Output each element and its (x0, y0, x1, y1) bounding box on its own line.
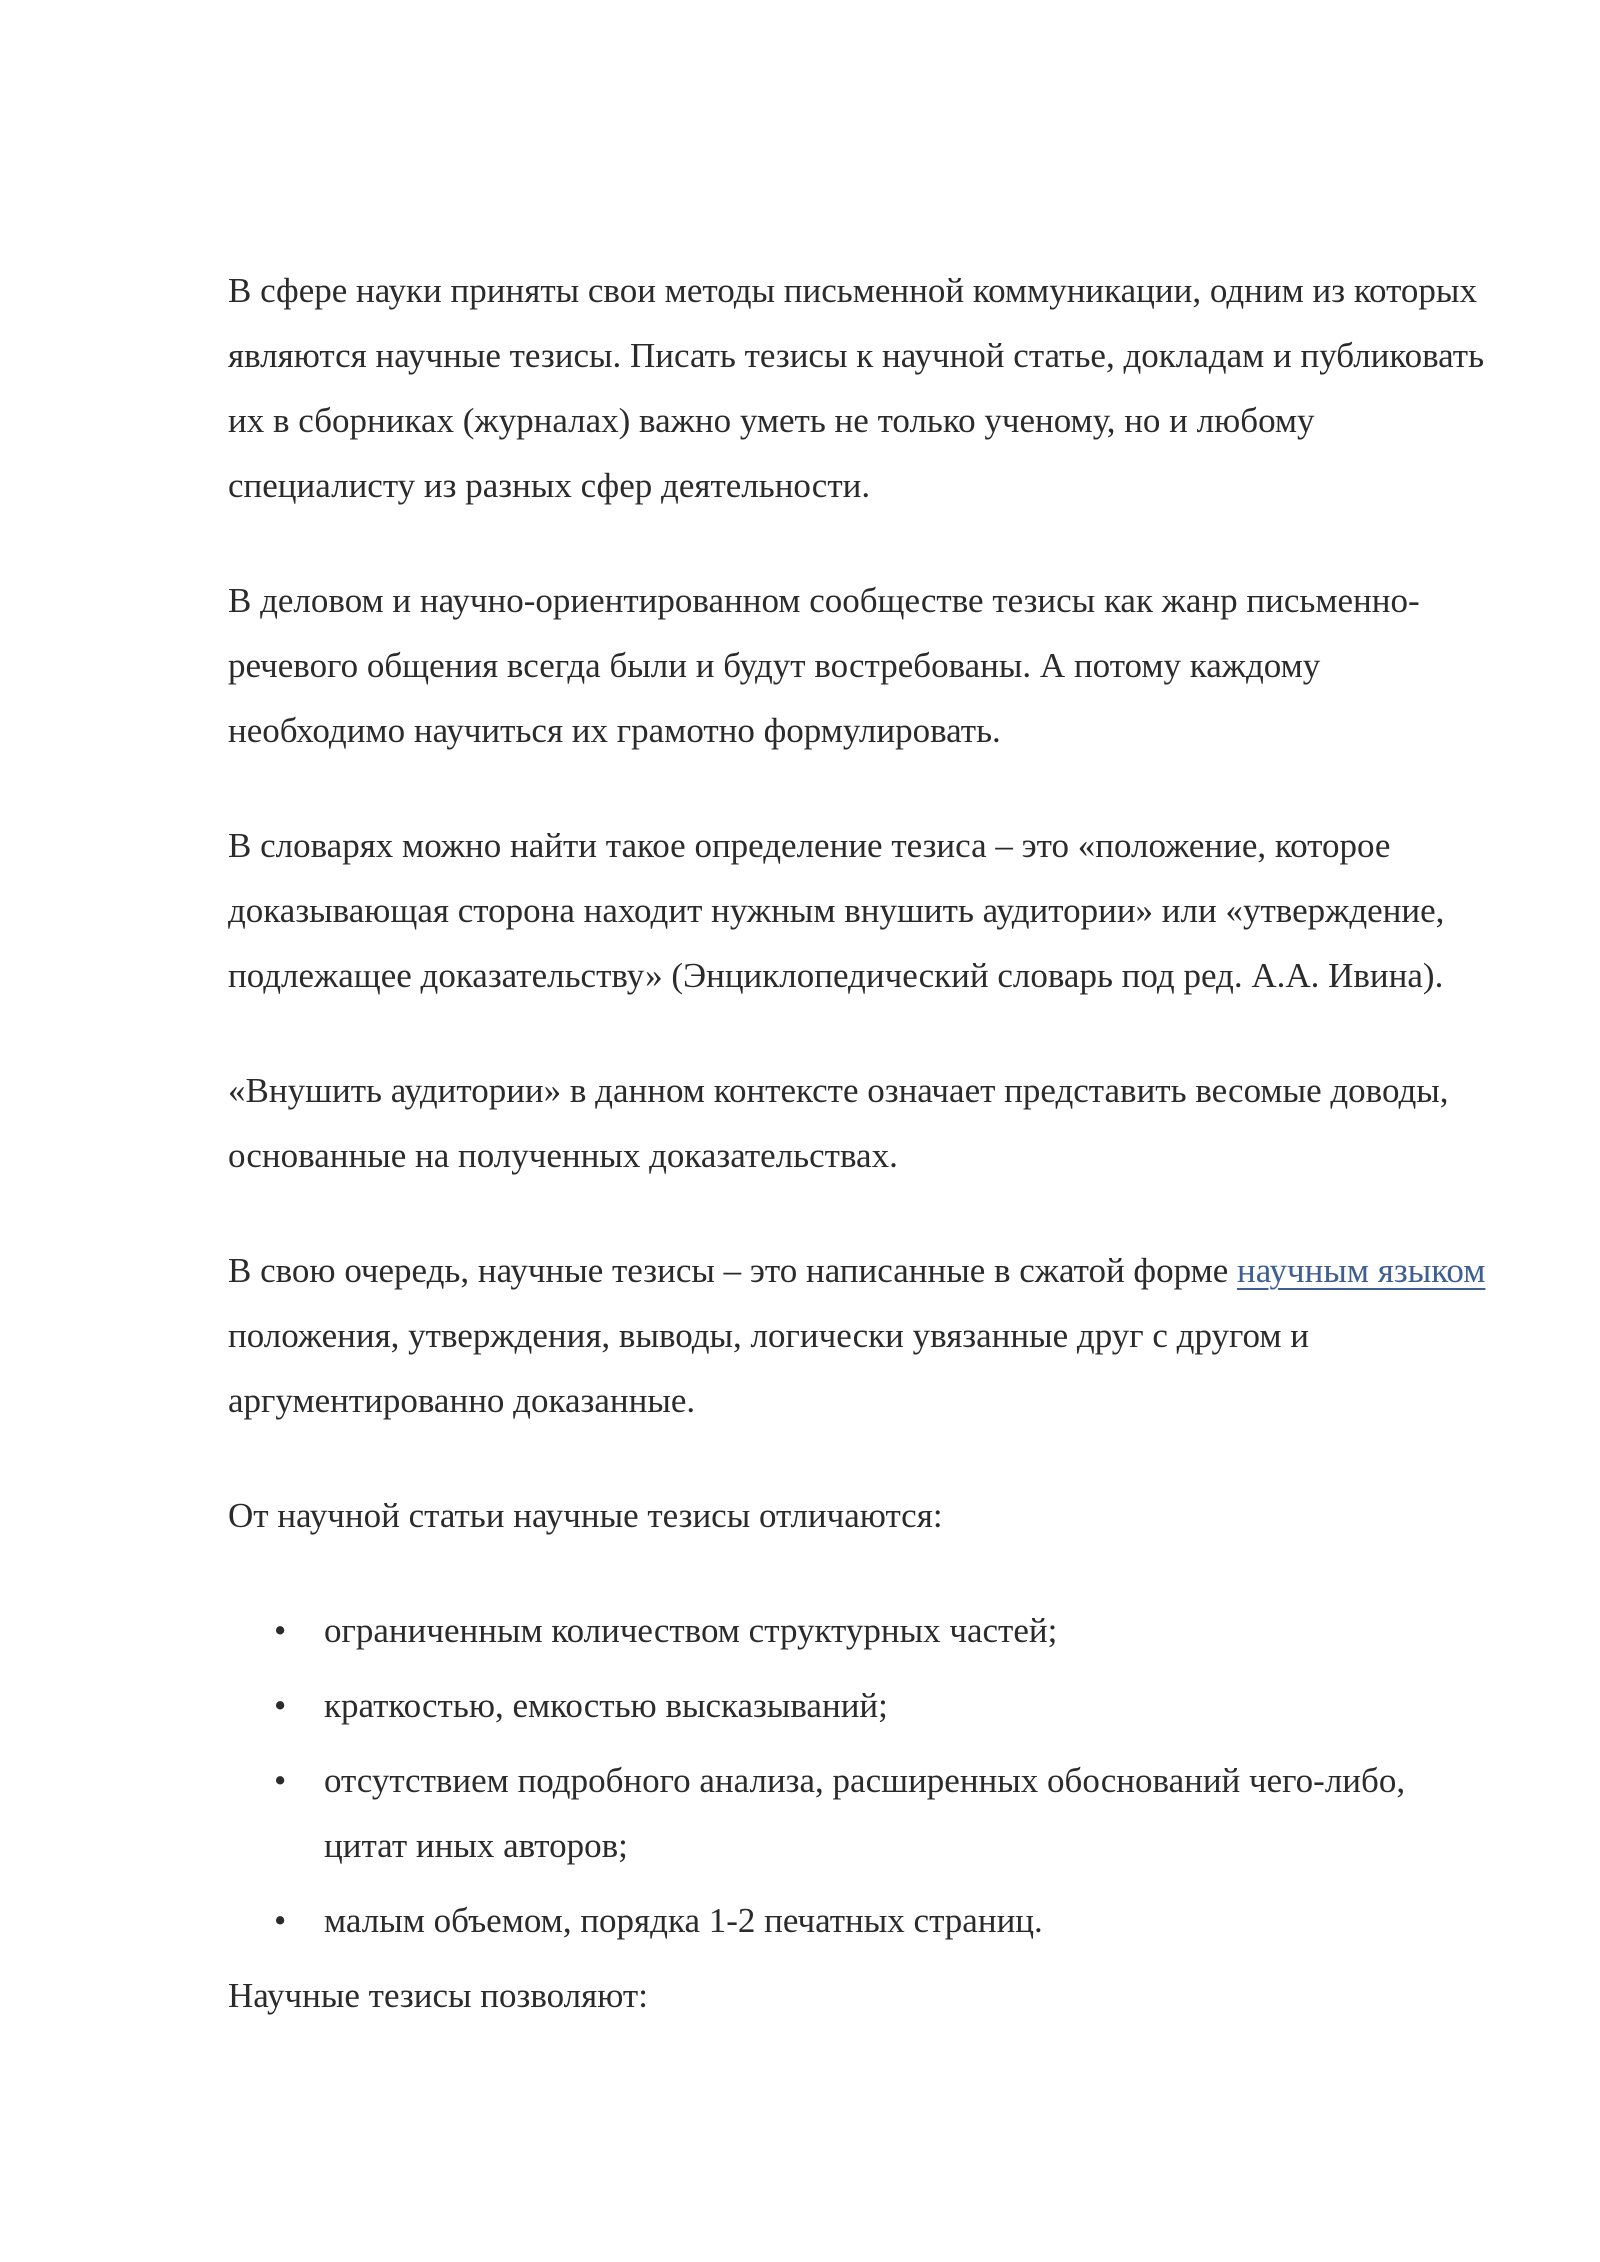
paragraph-dictionary-definition: В словарях можно найти такое определение тезиса – это «положение, которое доказывающая сторона находит нужным внушить аудитории» или «утверждение, подлежащее доказательству» (Энциклопедический словарь под ред. А.А. Ивина). (228, 826, 1445, 995)
list-item (228, 1673, 1488, 1738)
bullet-icon: • (274, 1901, 287, 1940)
list-item-text: ограниченным количеством структурных частей; (324, 1611, 1058, 1650)
paragraph-scientific-theses-definition (228, 1238, 1488, 1433)
definition-text-before: В свою очередь, научные тезисы – это написанные в сжатой форме (228, 1251, 1238, 1290)
list-item-text: краткостью, емкостью высказываний; (324, 1686, 888, 1725)
list-intro: От научной статьи научные тезисы отличаются: (228, 1496, 943, 1535)
paragraph-inspire-audience: «Внушить аудитории» в данном контексте означает представить весомые доводы, основанные на полученных доказательствах. (228, 1071, 1449, 1175)
bullet-icon: • (274, 1686, 287, 1725)
paragraph-business-community: В деловом и научно-ориентированном сообществе тезисы как жанр письменно-речевого общения всегда были и будут востребованы. А потому каждому необходимо научиться их грамотно формулировать. (228, 581, 1420, 750)
scientific-language-link[interactable]: научным языком (1237, 1251, 1486, 1290)
list-item-text: отсутствием подробного анализа, расширенных обоснований чего-либо, цитат иных авторов; (324, 1761, 1406, 1865)
closing-line: Научные тезисы позволяют: (228, 1976, 648, 2015)
list-item (228, 1598, 1488, 1663)
list-item (228, 1748, 1488, 1878)
document-body (228, 258, 1488, 2078)
bullet-icon: • (274, 1761, 287, 1800)
paragraph-intro: В сфере науки приняты свои методы письменной коммуникации, одним из которых являются научные тезисы. Писать тезисы к научной статье, докладам и публиковать их в сборниках (журналах) важно уметь не только ученому, но и любому специалисту из разных сфер деятельности. (228, 271, 1485, 505)
list-item (228, 1888, 1488, 1953)
bullet-icon: • (274, 1611, 287, 1650)
differences-list (228, 1598, 1488, 1953)
list-item-text: малым объемом, порядка 1-2 печатных страниц. (324, 1901, 1043, 1940)
definition-text-after: положения, утверждения, выводы, логически увязанные друг с другом и аргументированно доказанные. (228, 1316, 1309, 1420)
